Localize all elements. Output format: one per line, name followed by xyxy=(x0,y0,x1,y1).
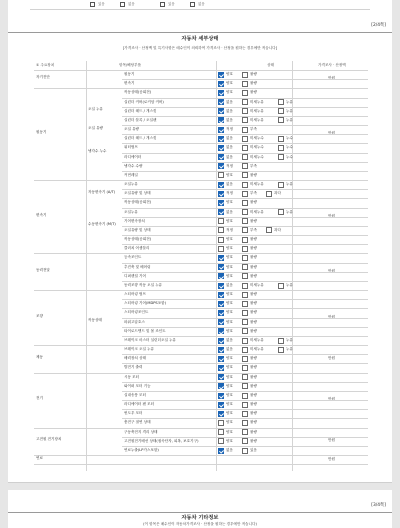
checkbox-good[interactable] xyxy=(218,81,224,87)
group-label: 원동기 xyxy=(36,130,47,135)
option-label: 양호 xyxy=(226,411,233,416)
checkbox-good[interactable] xyxy=(218,264,224,270)
checkbox-bad[interactable] xyxy=(242,328,248,334)
option-label: 양호 xyxy=(226,392,233,397)
item-name: 작동상태(공회전) xyxy=(124,90,152,95)
item-name: 동력조향 작동 오일 누유 xyxy=(124,282,163,287)
document-page-2 xyxy=(8,0,392,483)
checkbox-good[interactable] xyxy=(218,310,224,316)
option-label: 과다 xyxy=(274,191,281,196)
checkbox-excess[interactable] xyxy=(266,191,272,197)
option-label: 없음 xyxy=(226,447,233,452)
item-name: 윈도우 모터 xyxy=(124,411,143,416)
item-name: 원동기 xyxy=(124,72,135,76)
option-label: 미세누유 xyxy=(250,209,264,214)
option-label: 불량 xyxy=(250,319,257,324)
checkbox-good[interactable] xyxy=(218,218,224,224)
item-name: 오일 유량 xyxy=(124,127,140,132)
checkbox-bad[interactable] xyxy=(242,310,248,316)
checkbox-good[interactable] xyxy=(218,402,224,408)
item-name: 오일누유 xyxy=(124,182,138,187)
option-label: 양호 xyxy=(226,328,233,333)
detail-status-table xyxy=(34,61,368,471)
option-label: 미세누유 xyxy=(250,117,264,122)
checkbox-leak[interactable] xyxy=(278,108,284,114)
checkbox-coolant_minor[interactable] xyxy=(242,136,248,142)
checkbox-coolant[interactable] xyxy=(278,136,284,142)
checkbox-leak_minor[interactable] xyxy=(242,209,248,215)
option-label: 양호 xyxy=(226,319,233,324)
option-label: 누수 xyxy=(286,145,293,150)
checkbox-lack[interactable] xyxy=(242,163,248,169)
item-name: 커먼레일 xyxy=(124,172,138,177)
checkbox-leak_minor[interactable] xyxy=(242,117,248,123)
option-label: 적정 xyxy=(226,163,233,168)
group-label: 연료 xyxy=(36,455,43,460)
checkbox-good[interactable] xyxy=(218,237,224,243)
checkbox-none[interactable] xyxy=(218,182,224,188)
option-label: 부족 xyxy=(250,191,257,196)
option-label: 미세누수 xyxy=(250,136,264,141)
checkbox-good[interactable] xyxy=(218,292,224,298)
checkbox-bad[interactable] xyxy=(242,237,248,243)
checkbox-coolant[interactable] xyxy=(278,154,284,160)
checkbox-bad[interactable] xyxy=(242,264,248,270)
item-name: 실내송풍 모터 xyxy=(124,392,146,397)
option-label: 불량 xyxy=(250,438,257,443)
strip-option-label: 없음 xyxy=(198,2,205,6)
option-label: 없음 xyxy=(226,154,233,159)
option-label: 불량 xyxy=(250,328,257,333)
item-name: 등속조인트 xyxy=(124,255,142,260)
checkbox-leak[interactable] xyxy=(278,338,284,344)
option-label: 양호 xyxy=(226,273,233,278)
option-label: 양호 xyxy=(226,429,233,434)
strip-checkbox[interactable] xyxy=(190,2,195,7)
checkbox-good[interactable] xyxy=(218,246,224,252)
item-name: 기어변속장치 xyxy=(124,218,145,223)
checkbox-ok[interactable] xyxy=(218,163,224,169)
option-label: 없음 xyxy=(226,337,233,342)
item-name: 연료누출(LP가스포함) xyxy=(124,447,159,452)
checkbox-none[interactable] xyxy=(218,145,224,151)
section-divider-2 xyxy=(8,512,392,513)
section-subtitle-2: (이 항목은 매수인이 자동차가격조사 · 산정을 원하는 경우에만 적습니다) xyxy=(143,522,257,526)
option-label: 누수 xyxy=(286,136,293,141)
option-label: 불량 xyxy=(250,200,257,205)
option-label: 부족 xyxy=(250,163,257,168)
checkbox-none[interactable] xyxy=(218,283,224,289)
checkbox-none[interactable] xyxy=(218,154,224,160)
price-unit: 만원 xyxy=(328,438,335,443)
checkbox-good[interactable] xyxy=(218,393,224,399)
option-label: 불량 xyxy=(250,72,257,76)
option-label: 누유 xyxy=(286,99,293,104)
col-header-price: 가격조사 · 산정액 xyxy=(318,63,346,67)
document-page-3 xyxy=(8,490,392,528)
option-label: 미세누유 xyxy=(250,337,264,342)
checkbox-leak_minor[interactable] xyxy=(242,283,248,289)
checkbox-leak[interactable] xyxy=(278,182,284,188)
option-label: 부족 xyxy=(250,127,257,132)
checkbox-none[interactable] xyxy=(218,117,224,123)
option-label: 미세누수 xyxy=(250,145,264,150)
option-label: 적정 xyxy=(226,191,233,196)
price-unit: 만원 xyxy=(328,268,335,273)
option-label: 양호 xyxy=(226,438,233,443)
checkbox-bad[interactable] xyxy=(242,402,248,408)
checkbox-bad[interactable] xyxy=(242,365,248,371)
subgroup-label: 작동상태 xyxy=(88,318,102,323)
checkbox-bad[interactable] xyxy=(242,218,248,224)
item-name: 실린더 헤드 / 개스킷 xyxy=(124,136,157,141)
option-label: 부족 xyxy=(250,227,257,232)
checkbox-none[interactable] xyxy=(218,99,224,105)
checkbox-bad[interactable] xyxy=(242,356,248,362)
table-header-line xyxy=(34,70,368,71)
price-unit: 만원 xyxy=(328,131,335,136)
option-label: 누유 xyxy=(286,347,293,352)
option-label: 불량 xyxy=(250,237,257,242)
option-label: 양호 xyxy=(226,310,233,315)
checkbox-none[interactable] xyxy=(218,347,224,353)
checkbox-bad[interactable] xyxy=(242,90,248,96)
option-label: 불량 xyxy=(250,81,257,86)
checkbox-good[interactable] xyxy=(218,429,224,435)
checkbox-good[interactable] xyxy=(218,365,224,371)
checkbox-bad[interactable] xyxy=(242,172,248,178)
item-name: 와이퍼 모터 기능 xyxy=(124,383,151,388)
checkbox-none[interactable] xyxy=(218,136,224,142)
option-label: 없음 xyxy=(226,145,233,150)
group-label: 고전원 전기장치 xyxy=(36,437,62,442)
price-unit: 만원 xyxy=(328,355,335,360)
checkbox-good[interactable] xyxy=(218,255,224,261)
item-name: 작동상태(공회전) xyxy=(124,237,152,242)
section-divider xyxy=(8,32,392,33)
checkbox-yes[interactable] xyxy=(242,448,248,454)
option-label: 양호 xyxy=(226,292,233,297)
strip-option-label: 있음 xyxy=(168,2,175,6)
checkbox-bad[interactable] xyxy=(242,383,248,389)
option-label: 불량 xyxy=(250,90,257,95)
checkbox-ok[interactable] xyxy=(218,227,224,233)
item-name: 오일유량 및 상태 xyxy=(124,191,151,196)
option-label: 미세누수 xyxy=(250,154,264,159)
checkbox-good[interactable] xyxy=(218,356,224,362)
subgroup-label: 자동변속기 (A/T) xyxy=(88,189,116,194)
group-label: 전기 xyxy=(36,396,43,401)
option-label: 양호 xyxy=(226,172,233,177)
option-label: 적정 xyxy=(226,127,233,132)
option-label: 없음 xyxy=(226,108,233,113)
checkbox-lack[interactable] xyxy=(242,191,248,197)
section-title: 자동차 세부상태 xyxy=(181,36,219,42)
checkbox-good[interactable] xyxy=(218,438,224,444)
checkbox-coolant_minor[interactable] xyxy=(242,154,248,160)
option-label: 불량 xyxy=(250,429,257,434)
previous-section-strip xyxy=(30,0,370,10)
item-name: 오일유량 및 상태 xyxy=(124,227,151,232)
item-name: 고전원전기배선 상태(접속단자, 피복, 보호기구) xyxy=(124,438,199,443)
checkbox-bad[interactable] xyxy=(242,411,248,417)
option-label: 불량 xyxy=(250,392,257,397)
checkbox-leak_minor[interactable] xyxy=(242,108,248,114)
checkbox-good[interactable] xyxy=(218,273,224,279)
strip-checkbox[interactable] xyxy=(120,2,125,7)
checkbox-leak[interactable] xyxy=(278,117,284,123)
checkbox-bad[interactable] xyxy=(242,246,248,252)
item-name: 워터펌프 xyxy=(124,145,138,150)
option-label: 적정 xyxy=(226,227,233,232)
subgroup-label: 냉각수 누수 xyxy=(88,148,107,153)
option-label: 불량 xyxy=(250,402,257,407)
checkbox-coolant_minor[interactable] xyxy=(242,145,248,151)
item-name: 구동축전지 격리 상태 xyxy=(124,429,158,434)
option-label: 불량 xyxy=(250,172,257,177)
checkbox-lack[interactable] xyxy=(242,127,248,133)
strip-checkbox[interactable] xyxy=(90,2,95,7)
item-name: 스티어링조인트 xyxy=(124,310,149,315)
option-label: 불량 xyxy=(250,374,257,379)
option-label: 미세누유 xyxy=(250,347,264,352)
group-label: 제동 xyxy=(36,354,43,359)
item-name: 시동 모터 xyxy=(124,374,140,379)
subgroup-label: 오일 누유 xyxy=(88,107,104,112)
col-divider xyxy=(86,61,87,471)
item-name: 라디에이터 xyxy=(124,154,142,159)
price-unit: 만원 xyxy=(328,314,335,319)
checkbox-good[interactable] xyxy=(218,301,224,307)
checkbox-coolant[interactable] xyxy=(278,145,284,151)
checkbox-bad[interactable] xyxy=(242,319,248,325)
option-label: 불량 xyxy=(250,292,257,297)
col-header-state: 상태 xyxy=(267,63,274,67)
option-label: 미세누유 xyxy=(250,99,264,104)
checkbox-bad[interactable] xyxy=(242,429,248,435)
checkbox-bad[interactable] xyxy=(242,72,248,78)
checkbox-good[interactable] xyxy=(218,374,224,380)
option-label: 누유 xyxy=(286,337,293,342)
checkbox-leak_minor[interactable] xyxy=(242,347,248,353)
item-name: 배력장치 상태 xyxy=(124,356,146,361)
item-name: 변속기 xyxy=(124,81,135,86)
option-label: 누수 xyxy=(286,154,293,159)
item-name: 실린더 커버(로커암 커버) xyxy=(124,99,164,104)
option-label: 불량 xyxy=(250,301,257,306)
checkbox-bad[interactable] xyxy=(242,438,248,444)
checkbox-ok[interactable] xyxy=(218,127,224,133)
option-label: 양호 xyxy=(226,246,233,251)
checkbox-good[interactable] xyxy=(218,319,224,325)
strip-checkbox[interactable] xyxy=(160,2,165,7)
item-name: 작동상태(공회전) xyxy=(124,200,152,205)
option-label: 없음 xyxy=(226,209,233,214)
checkbox-none[interactable] xyxy=(218,448,224,454)
checkbox-good[interactable] xyxy=(218,328,224,334)
group-label: 자기진단 xyxy=(36,75,50,80)
option-label: 불량 xyxy=(250,365,257,370)
option-label: 불량 xyxy=(250,420,257,425)
item-name: 스티어링 기어(MDPS포함) xyxy=(124,301,167,306)
item-name: 타이로드엔드 및 볼 조인트 xyxy=(124,328,166,333)
group-label: 조향 xyxy=(36,313,43,318)
subgroup-label: 오일 유량 xyxy=(88,125,104,130)
checkbox-bad[interactable] xyxy=(242,292,248,298)
option-label: 불량 xyxy=(250,218,257,223)
checkbox-bad[interactable] xyxy=(242,273,248,279)
checkbox-good[interactable] xyxy=(218,90,224,96)
option-label: 누유 xyxy=(286,117,293,122)
item-name: 브레이크 마스터 실린더오일 누유 xyxy=(124,337,177,342)
option-label: 양호 xyxy=(226,356,233,361)
strip-option-label: 있음 xyxy=(98,2,105,6)
option-label: 양호 xyxy=(226,90,233,95)
option-label: 양호 xyxy=(226,365,233,370)
option-label: 양호 xyxy=(226,218,233,223)
option-label: 불량 xyxy=(250,264,257,269)
option-label: 미세누유 xyxy=(250,182,264,187)
section-subtitle: [가격조사 · 산정액 및 특기사항은 매수인이 의뢰하여 가격조사 · 산정을 원하는 경우에만 적습니다] xyxy=(122,46,278,50)
col-header-item: 항목/해당부품 xyxy=(119,63,142,67)
checkbox-bad[interactable] xyxy=(242,301,248,307)
option-label: 양호 xyxy=(226,200,233,205)
option-label: 누유 xyxy=(286,282,293,287)
group-label: 동력전달 xyxy=(36,267,50,272)
checkbox-bad[interactable] xyxy=(242,200,248,206)
section-title-2: 자동차 기타정보 xyxy=(181,515,219,521)
option-label: 양호 xyxy=(226,374,233,379)
price-unit: 만원 xyxy=(328,213,335,218)
page-number-next: [3/4쪽] xyxy=(371,503,386,508)
item-name: 스티어링 펌프 xyxy=(124,292,146,297)
option-label: 양호 xyxy=(226,237,233,242)
checkbox-leak_minor[interactable] xyxy=(242,182,248,188)
item-name: 충전구 절연 상태 xyxy=(124,420,151,425)
checkbox-good[interactable] xyxy=(218,420,224,426)
checkbox-leak[interactable] xyxy=(278,347,284,353)
checkbox-ok[interactable] xyxy=(218,191,224,197)
item-name: 라디에이터 팬 모터 xyxy=(124,402,155,407)
checkbox-leak_minor[interactable] xyxy=(242,338,248,344)
option-label: 불량 xyxy=(250,273,257,278)
option-label: 양호 xyxy=(226,81,233,86)
option-label: 양호 xyxy=(226,255,233,260)
option-label: 불량 xyxy=(250,356,257,361)
item-name: 파워고압호스 xyxy=(124,319,145,324)
checkbox-bad[interactable] xyxy=(242,393,248,399)
option-label: 누유 xyxy=(286,108,293,113)
item-name: 브레이크 오일 누유 xyxy=(124,347,155,352)
checkbox-leak[interactable] xyxy=(278,283,284,289)
option-label: 양호 xyxy=(226,264,233,269)
checkbox-bad[interactable] xyxy=(242,255,248,261)
option-label: 양호 xyxy=(226,420,233,425)
option-label: 불량 xyxy=(250,383,257,388)
group-label: 변속기 xyxy=(36,212,47,217)
checkbox-good[interactable] xyxy=(218,200,224,206)
item-name: 클러치 어셈블리 xyxy=(124,246,150,251)
checkbox-good[interactable] xyxy=(218,411,224,417)
checkbox-none[interactable] xyxy=(218,338,224,344)
item-name: 발전기 출력 xyxy=(124,365,143,370)
subgroup-label: 수동변속기 (M/T) xyxy=(88,221,116,226)
checkbox-lack[interactable] xyxy=(242,227,248,233)
checkbox-good[interactable] xyxy=(218,172,224,178)
option-label: 양호 xyxy=(226,301,233,306)
option-label: 누유 xyxy=(286,209,293,214)
option-label: 없음 xyxy=(226,182,233,187)
item-name: 디퍼렌셜 기어 xyxy=(124,273,146,278)
option-label: 없음 xyxy=(226,136,233,141)
strip-option-label: 없음 xyxy=(128,2,135,6)
option-label: 없음 xyxy=(226,99,233,104)
option-label: 양호 xyxy=(226,402,233,407)
price-unit: 만원 xyxy=(328,397,335,402)
page-number: [2/4쪽] xyxy=(371,23,386,28)
option-label: 불량 xyxy=(250,246,257,251)
option-label: 없음 xyxy=(226,347,233,352)
option-label: 양호 xyxy=(226,72,233,76)
option-label: 불량 xyxy=(250,411,257,416)
group-divider xyxy=(34,464,368,465)
checkbox-leak[interactable] xyxy=(278,99,284,105)
col-header-main: ① 주요장치 xyxy=(36,63,55,67)
checkbox-leak_minor[interactable] xyxy=(242,99,248,105)
option-label: 양호 xyxy=(226,383,233,388)
option-label: 누유 xyxy=(286,182,293,187)
option-label: 미세누유 xyxy=(250,282,264,287)
checkbox-bad[interactable] xyxy=(242,420,248,426)
checkbox-none[interactable] xyxy=(218,108,224,114)
price-unit: 만원 xyxy=(328,456,335,461)
checkbox-excess[interactable] xyxy=(266,227,272,233)
option-label: 과다 xyxy=(274,227,281,232)
option-label: 있음 xyxy=(250,447,257,452)
checkbox-good[interactable] xyxy=(218,383,224,389)
checkbox-none[interactable] xyxy=(218,209,224,215)
option-label: 없음 xyxy=(226,117,233,122)
price-unit: 만원 xyxy=(328,76,335,81)
checkbox-bad[interactable] xyxy=(242,81,248,87)
row-divider xyxy=(122,455,368,456)
item-name: 추진축 및 베어링 xyxy=(124,264,151,269)
item-name: 실린더 헤드 / 개스킷 xyxy=(124,108,157,113)
checkbox-good[interactable] xyxy=(218,72,224,78)
item-name: 실린더 블록 / 오일팬 xyxy=(124,117,157,122)
option-label: 없음 xyxy=(226,282,233,287)
item-name: 냉각수 수량 xyxy=(124,163,143,168)
item-name: 오일누유 xyxy=(124,209,138,214)
option-label: 불량 xyxy=(250,255,257,260)
option-label: 미세누유 xyxy=(250,108,264,113)
checkbox-bad[interactable] xyxy=(242,374,248,380)
checkbox-leak[interactable] xyxy=(278,209,284,215)
option-label: 불량 xyxy=(250,310,257,315)
